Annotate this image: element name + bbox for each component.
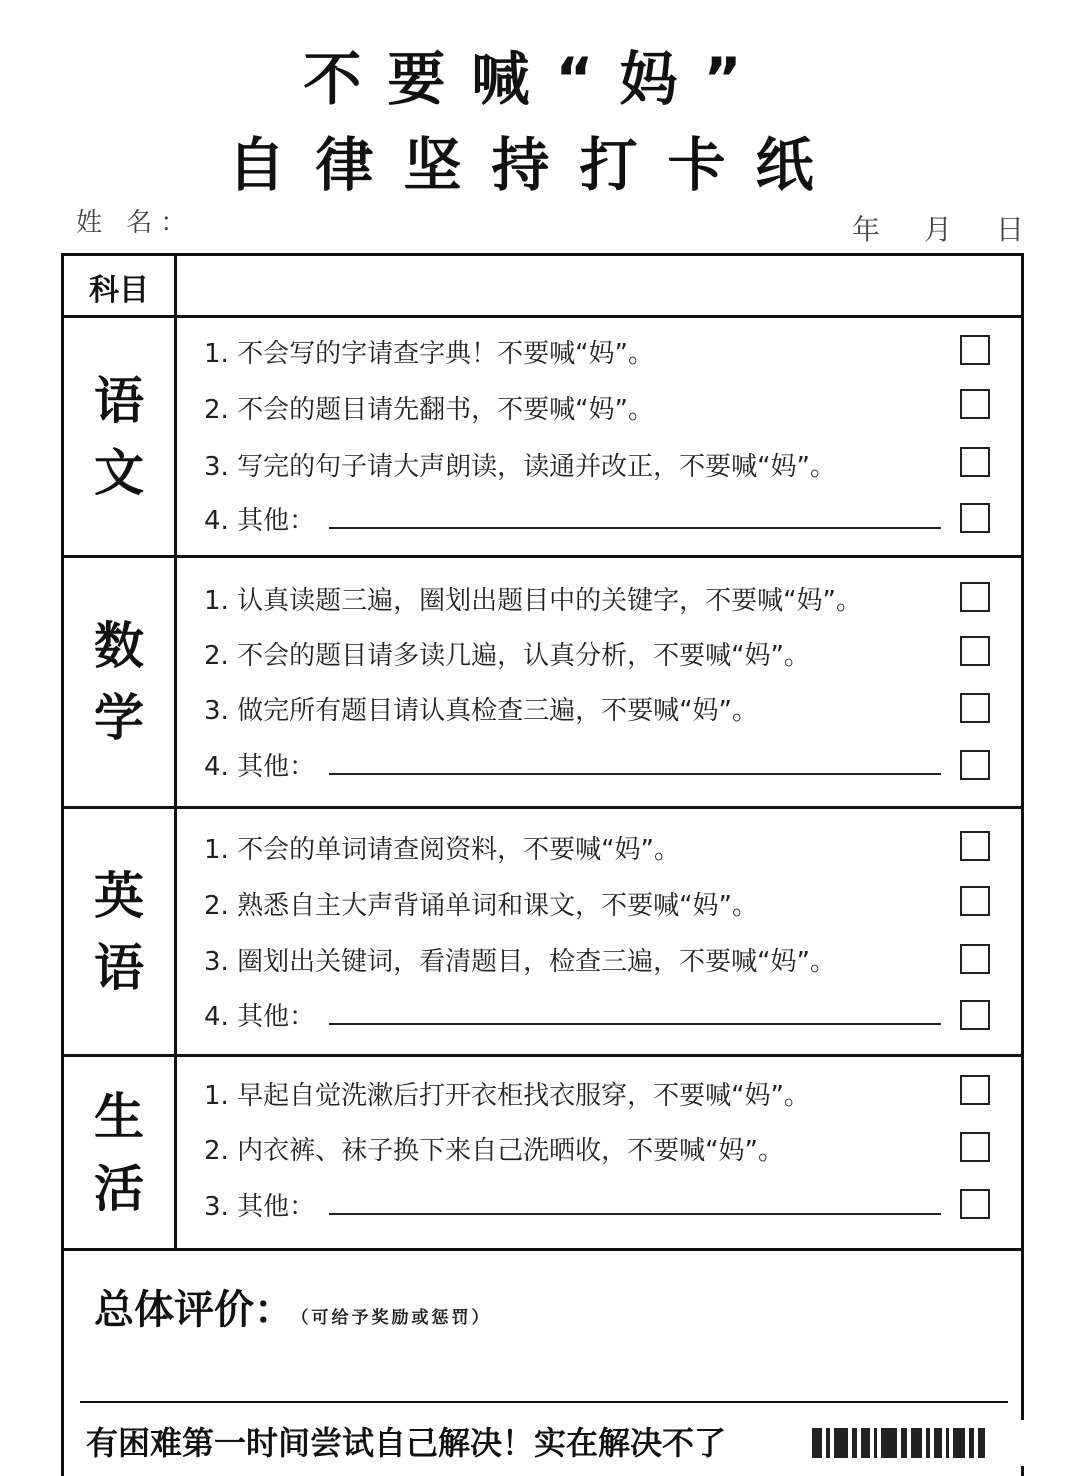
checkbox[interactable] [960, 335, 990, 365]
checkbox[interactable] [960, 1000, 990, 1030]
list-item-other [204, 747, 964, 787]
row-divider [61, 1054, 1024, 1057]
checkbox[interactable] [960, 582, 990, 612]
other-label: 4. 其他： [204, 752, 316, 782]
checkbox[interactable] [960, 1189, 990, 1219]
subject-char: 活 [94, 1159, 144, 1218]
date-line [852, 208, 1024, 248]
evaluation-label [94, 1278, 492, 1335]
list-item: 1. 不会写的字请查字典！不要喊“妈”。 [204, 339, 655, 369]
checkbox[interactable] [960, 636, 990, 666]
list-item: 2. 不会的题目请先翻书，不要喊“妈”。 [204, 395, 655, 425]
subject-chinese [64, 318, 174, 555]
checkbox[interactable] [960, 1132, 990, 1162]
subject-char: 生 [94, 1087, 144, 1146]
footer-text: 有困难第一时间尝试自己解决！实在解决不了 [86, 1424, 727, 1462]
subject-char: 数 [94, 617, 144, 675]
list-item: 2. 内衣裤、袜子换下来自己洗晒收，不要喊“妈”。 [204, 1136, 785, 1166]
list-item: 2. 熟悉自主大声背诵单词和课文，不要喊“妈”。 [204, 891, 759, 921]
list-item: 3. 做完所有题目请认真检查三遍，不要喊“妈”。 [204, 696, 759, 726]
checkbox[interactable] [960, 831, 990, 861]
checkbox[interactable] [960, 1075, 990, 1105]
other-label: 4. 其他： [204, 1002, 316, 1032]
checkbox[interactable] [960, 447, 990, 477]
row-divider [61, 555, 1024, 558]
evaluation-title: 总体评价： [94, 1287, 294, 1333]
subject-life [64, 1057, 174, 1248]
title-line-1: 不要喊“妈” [303, 45, 768, 113]
subject-char: 学 [94, 689, 144, 747]
subject-char: 语 [94, 938, 144, 997]
list-item-other [204, 997, 964, 1037]
watermark-bars [812, 1420, 1052, 1466]
checkbox[interactable] [960, 944, 990, 974]
year-label: 年 [852, 213, 881, 246]
other-blank-line[interactable] [329, 503, 941, 529]
month-label: 月 [924, 213, 953, 246]
checkbox[interactable] [960, 750, 990, 780]
title-line-2: 自律坚持打卡纸 [227, 131, 844, 199]
name-label: 姓 名： [76, 208, 195, 238]
list-item-other [204, 1187, 964, 1227]
row-divider [61, 806, 1024, 809]
list-item: 1. 认真读题三遍，圈划出题目中的关键字，不要喊“妈”。 [204, 586, 863, 616]
list-item: 2. 不会的题目请多读几遍，认真分析，不要喊“妈”。 [204, 641, 811, 671]
list-item: 1. 早起自觉洗漱后打开衣柜找衣服穿，不要喊“妈”。 [204, 1081, 811, 1111]
subject-math [64, 558, 174, 806]
other-label: 3. 其他： [204, 1192, 316, 1222]
checkbox[interactable] [960, 886, 990, 916]
other-blank-line[interactable] [329, 1189, 941, 1215]
subject-english [64, 809, 174, 1054]
row-divider [61, 315, 1024, 318]
column-divider [174, 256, 177, 1250]
list-item: 1. 不会的单词请查阅资料，不要喊“妈”。 [204, 835, 681, 865]
list-item: 3. 圈划出关键词，看清题目，检查三遍，不要喊“妈”。 [204, 947, 837, 977]
subject-char: 文 [94, 443, 144, 502]
list-item: 3. 写完的句子请大声朗读，读通并改正，不要喊“妈”。 [204, 452, 837, 482]
evaluation-note: （可给予奖励或惩罚） [300, 1308, 492, 1328]
checkbox[interactable] [960, 503, 990, 533]
row-divider [61, 1248, 1024, 1251]
other-blank-line[interactable] [329, 999, 941, 1025]
subject-header: 科目 [89, 273, 149, 308]
checkin-table [61, 253, 1024, 1476]
other-label: 4. 其他： [204, 506, 316, 536]
evaluation-divider [80, 1401, 1008, 1403]
day-label: 日 [996, 213, 1025, 246]
other-blank-line[interactable] [329, 749, 941, 775]
subject-char: 英 [94, 866, 144, 925]
list-item-other [204, 501, 964, 541]
checkbox[interactable] [960, 693, 990, 723]
checkbox[interactable] [960, 389, 990, 419]
subject-char: 语 [94, 371, 144, 430]
